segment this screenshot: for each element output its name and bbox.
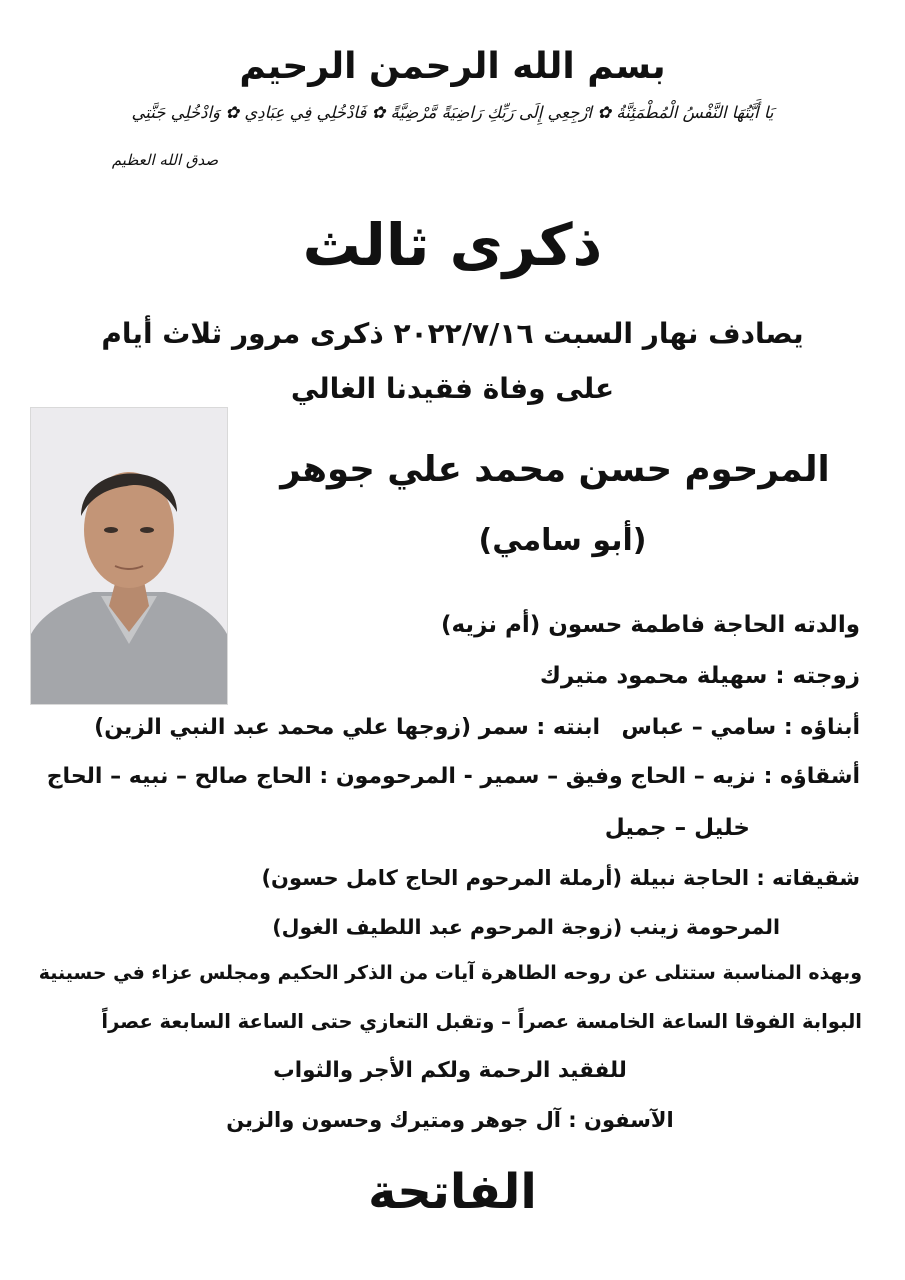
deceased-kunya: (أبو سامي) — [478, 523, 647, 558]
sisters-line-1: شقيقاته : الحاجة نبيلة (أرملة المرحوم الحاج كامل حسون) — [261, 866, 860, 890]
verse-closing: صدق الله العظيم — [111, 151, 219, 169]
basmala: بسم الله الرحمن الرحيم — [239, 46, 666, 87]
brothers-line-1: أشقاؤه : نزيه – الحاج وفيق – سمير - المرحومون : الحاج صالح – نبيه – الحاج — [46, 764, 860, 789]
deceased-photo — [30, 407, 228, 705]
mourners-line: الآسفون : آل جوهر ومتيرك وحسون والزين — [226, 1108, 674, 1132]
intro-line-1: يصادف نهار السبت ٢٠٢٢/٧/١٦ ذكرى مرور ثلاث أيام — [101, 317, 804, 350]
occasion-line-1: وبهذه المناسبة ستتلى عن روحه الطاهرة آيات من الذكر الحكيم ومجلس عزاء في حسينية — [38, 962, 862, 984]
memorial-title: ذكرى ثالث — [302, 211, 603, 279]
mother-line: والدته الحاجة فاطمة حسون (أم نزيه) — [440, 612, 860, 638]
sons-line: أبناؤه : سامي – عباس — [621, 715, 860, 740]
intro-line-2: على وفاة فقيدنا الغالي — [290, 372, 615, 405]
wife-line: زوجته : سهيلة محمود متيرك — [539, 663, 860, 689]
deceased-name: المرحوم حسن محمد علي جوهر — [280, 449, 830, 490]
fatiha: الفاتحة — [368, 1164, 537, 1220]
prayer-line: للفقيد الرحمة ولكم الأجر والثواب — [273, 1058, 627, 1083]
quran-verse: يَا أَيَّتُهَا النَّفْسُ الْمُطْمَئِنَّةُ ✿ ارْجِعِي إِلَى رَبِّكِ رَاضِيَةً مَّرْضِيَّةً ✿ فَادْخُلِي فِي عِبَادِي ✿ وَادْخُلِي جَنَّتِي — [131, 103, 774, 122]
occasion-line-2: البوابة الفوقا الساعة الخامسة عصراً – وتقبل التعازي حتى الساعة السابعة عصراً — [101, 1010, 862, 1033]
portrait-illustration — [31, 408, 227, 704]
sisters-line-2: المرحومة زينب (زوجة المرحوم عبد اللطيف الغول) — [272, 915, 780, 939]
daughter-line: ابنته : سمر (زوجها علي محمد عبد النبي الزين) — [94, 715, 600, 740]
brothers-line-2: خليل – جميل — [604, 815, 750, 841]
